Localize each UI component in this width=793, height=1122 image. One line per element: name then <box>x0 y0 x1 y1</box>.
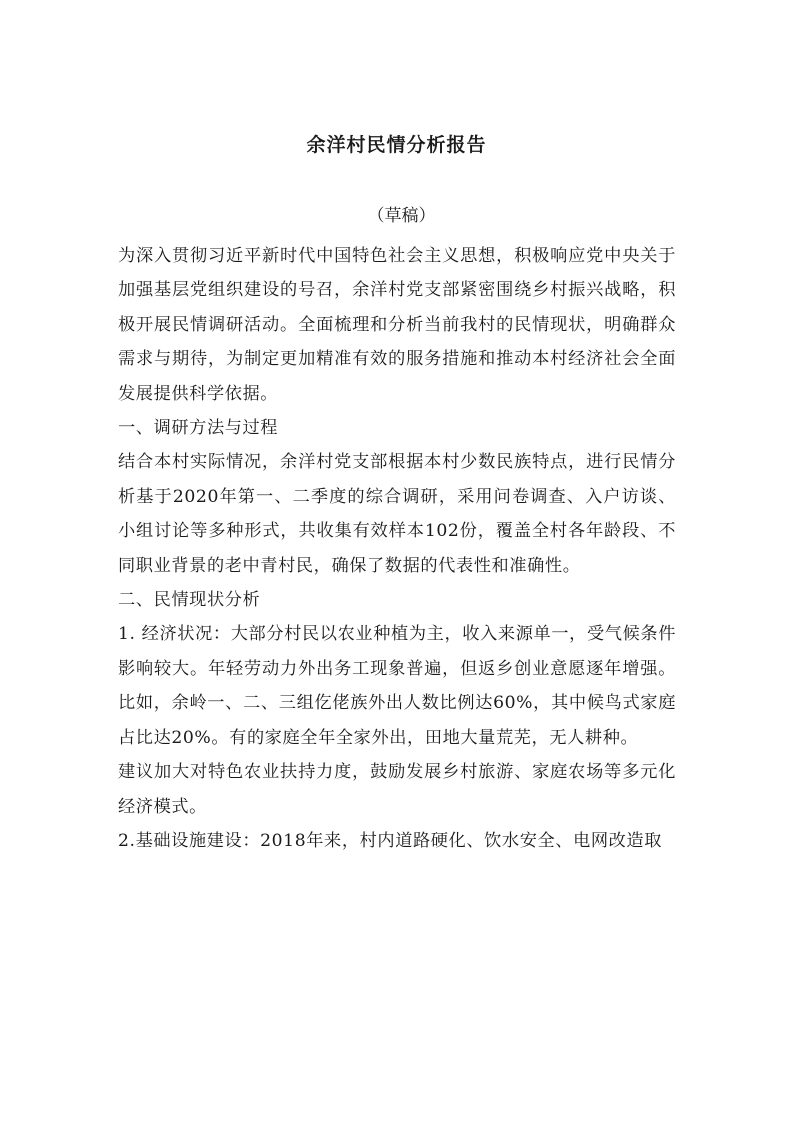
economy-paragraph: 1. 经济状况：大部分村民以农业种植为主，收入来源单一，受气候条件影响较大。年轻劳动力外出务工现象普遍，但返乡创业意愿逐年增强。比如，余岭一、二、三组仡佬族外出人数比例达60%，其中候鸟式家庭占比达20%。有的家庭全年全家外出，田地大量荒芜，无人耕种。 <box>118 624 676 748</box>
document-title: 余洋村民情分析报告 <box>306 134 487 156</box>
section-heading-methods: 一、调研方法与过程 <box>118 418 279 439</box>
suggestion-paragraph: 建议加大对特色农业扶持力度，鼓励发展乡村旅游、家庭农场等多元化经济模式。 <box>118 762 676 817</box>
document-subtitle: （草稿） <box>367 206 436 226</box>
intro-paragraph: 为深入贯彻习近平新时代中国特色社会主义思想，积极响应党中央关于加强基层党组织建设的号召，余洋村党支部紧密围绕乡村振兴战略，积极开展民情调研活动。全面梳理和分析当前我村的民情现状，明确群众需求与期待，为制定更加精准有效的服务措施和推动本村经济社会全面发展提供科学依据。 <box>118 246 676 404</box>
section-heading-status: 二、民情现状分析 <box>118 590 261 611</box>
document-body <box>118 239 676 858</box>
methods-paragraph: 结合本村实际情况，余洋村党支部根据本村少数民族特点，进行民情分析基于2020年第一、二季度的综合调研，采用问卷调查、入户访谈、小组讨论等多种形式，共收集有效样本102份，覆盖全村各年龄段、不同职业背景的老中青村民，确保了数据的代表性和准确性。 <box>118 452 676 576</box>
infrastructure-paragraph: 2.基础设施建设：2018年来，村内道路硬化、饮水安全、电网改造取 <box>118 830 663 851</box>
